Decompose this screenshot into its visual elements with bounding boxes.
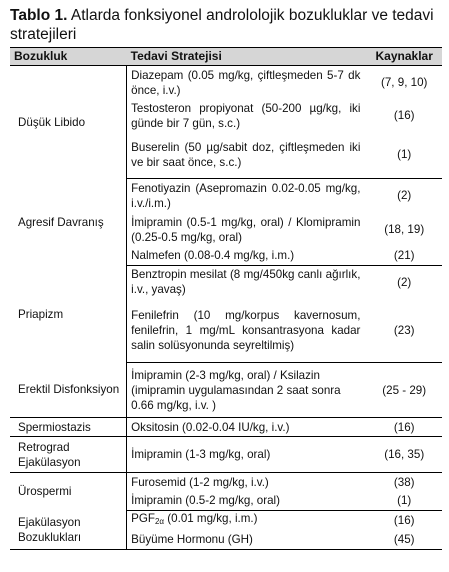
refs-cell: (16)	[393, 109, 415, 122]
treatment-cell: Diazepam (0.05 mg/kg, çiftleşmeden 5-7 dk önce, i.v.)	[131, 68, 361, 97]
table-row	[10, 437, 442, 473]
header-treatment: Tedavi Stratejisi	[127, 48, 367, 66]
condition-cell: Düşük Libido	[10, 66, 127, 179]
refs-cell: (18, 19)	[384, 223, 425, 236]
condition-cell: Erektil Disfonksiyon	[10, 363, 127, 418]
header-condition: Bozukluk	[10, 48, 127, 66]
table-row	[10, 179, 442, 213]
table-caption	[10, 6, 442, 44]
table-row	[10, 473, 442, 492]
refs-cell: (38)	[393, 475, 415, 489]
refs-cell: (1)	[366, 132, 442, 179]
treatment-cell: İmipramin (0.5-2 mg/kg, oral)	[127, 492, 367, 511]
table-row	[10, 66, 442, 100]
table-row	[10, 418, 442, 437]
treatment-cell: Furosemid (1-2 mg/kg, i.v.)	[131, 475, 269, 489]
refs-cell: (2)	[397, 275, 412, 289]
treatment-cell: Buserelin (50 µg/sabit doz, çiftleşmeden iki ve bir saat önce, s.c.)	[127, 132, 367, 179]
caption-label: Tablo 1.	[10, 7, 68, 24]
condition-cell: Ejakülasyon Bozuklukları	[10, 511, 127, 550]
refs-cell: (2)	[397, 189, 412, 203]
treatment-cell: Nalmefen (0.08-0.4 mg/kg, i.m.)	[127, 247, 367, 266]
treatment-cell: İmipramin (2-3 mg/kg, oral) / Ksilazin (imipramin uygulamasından 2 saat sonra 0.66 mg/kg, i.v. )	[127, 363, 367, 418]
refs-cell: (16)	[366, 418, 442, 437]
treatment-cell	[127, 511, 367, 530]
treatment-cell: Benztropin mesilat (8 mg/450kg canlı ağırlık, i.v., yavaş)	[131, 268, 361, 297]
condition-cell: Spermiostazis	[10, 418, 127, 437]
header-row	[10, 48, 442, 66]
treatment-cell: İmipramin (0.5-1 mg/kg, oral) / Klomipramin (0.25-0.5 mg/kg, oral)	[131, 215, 361, 244]
treatment-cell: Fenotiyazin (Asepromazin 0.02-0.05 mg/kg, i.v./i.m.)	[131, 181, 361, 210]
treatment-prefix: PGF	[131, 512, 155, 526]
treatment-cell: Oksitosin (0.02-0.04 IU/kg, i.v.)	[127, 418, 367, 437]
table-row	[10, 266, 442, 299]
condition-cell: Agresif Davranış	[10, 179, 127, 266]
treatment-cell: Testosteron propiyonat (50-200 µg/kg, iki günde bir 7 gün, s.c.)	[131, 101, 361, 130]
refs-cell: (16, 35)	[366, 437, 442, 473]
treatment-table	[10, 47, 442, 550]
table-row	[10, 511, 442, 530]
refs-cell: (16)	[393, 513, 415, 527]
condition-cell: Retrograd Ejakülasyon	[10, 437, 127, 473]
refs-cell: (23)	[366, 299, 442, 363]
condition-cell: Ürospermi	[10, 473, 127, 511]
refs-cell: (25 - 29)	[366, 363, 442, 418]
treatment-cell: Fenilefrin (10 mg/korpus kavernosum, fenilefrin, 1 mg/mL konsantrasyona kadar salin solüsyonunda seyreltilmiş)	[127, 299, 367, 363]
condition-cell: Priapizm	[10, 266, 127, 363]
treatment-subscript: 2α	[154, 517, 165, 527]
refs-cell: (7, 9, 10)	[381, 76, 428, 90]
table-row	[10, 363, 442, 418]
header-refs: Kaynaklar	[366, 48, 442, 66]
refs-cell: (45)	[366, 530, 442, 550]
treatment-cell: İmipramin (1-3 mg/kg, oral)	[127, 437, 367, 473]
refs-cell: (1)	[366, 492, 442, 511]
refs-cell: (21)	[366, 247, 442, 266]
treatment-cell: Büyüme Hormonu (GH)	[127, 530, 367, 550]
treatment-suffix: (0.01 mg/kg, i.m.)	[164, 512, 258, 526]
caption-text: Atlarda fonksiyonel andrololojik bozukluklar ve tedavi stratejileri	[10, 7, 434, 43]
